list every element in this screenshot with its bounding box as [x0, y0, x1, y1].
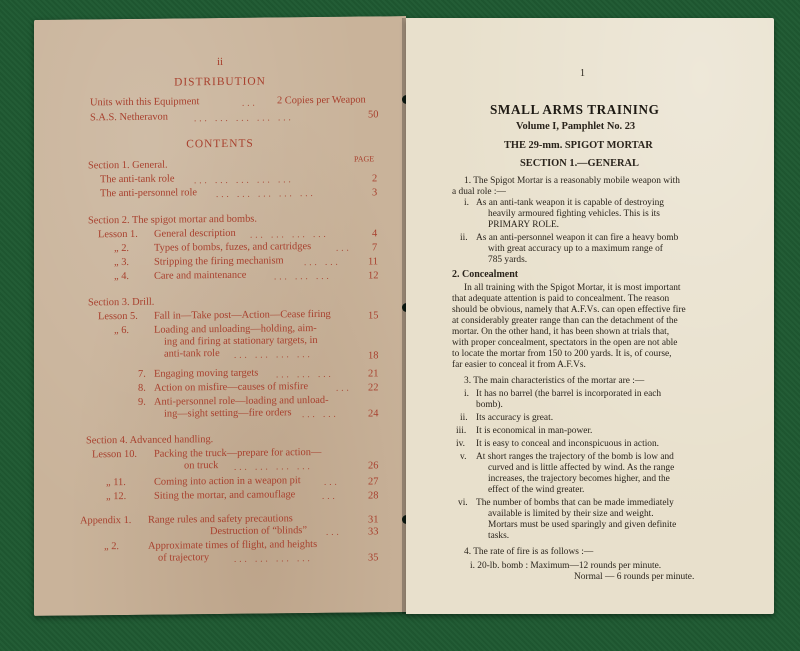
contents-entry: General description: [154, 227, 236, 240]
appendix-number: „ 2.: [104, 541, 120, 553]
lesson-number: Lesson 10.: [92, 448, 138, 461]
page-ref: 31: [368, 514, 379, 526]
leader-dots: ... ... ... ...: [250, 228, 329, 240]
contents-entry: The anti-tank role: [100, 173, 175, 186]
rate-of-fire-line: Normal — 6 rounds per minute.: [574, 572, 695, 582]
leader-dots: ... ...: [302, 408, 339, 420]
list-number: ii.: [460, 233, 468, 243]
para-2-line: mortar. On the other hand, it has been shown at trials that,: [452, 327, 670, 337]
lesson-number: „ 12.: [106, 490, 127, 503]
list-number: iii.: [456, 426, 467, 436]
lesson-number: 8.: [138, 382, 146, 394]
page-ref: 24: [368, 408, 379, 420]
contents-entry-line2: of trajectory: [158, 552, 210, 564]
para-2-line: far easier to conceal it from A.F.Vs.: [452, 360, 586, 370]
contents-entry: Engaging moving targets: [154, 367, 259, 380]
concealment-heading: 2. Concealment: [452, 269, 519, 280]
list-item-line: bomb).: [476, 400, 503, 410]
contents-entry: Care and maintenance: [154, 269, 247, 282]
list-item-line: increases, the trajectory becomes higher, and the: [488, 474, 670, 484]
para-2-line: with proper concealment, spectators in the open are not able: [452, 338, 678, 348]
section-title: Section 3. Drill.: [88, 296, 155, 309]
para-2-line: at considerably greater range than can the detachment of the: [452, 316, 678, 326]
lesson-number: „ 4.: [114, 270, 130, 283]
list-item-line: Its accuracy is great.: [476, 413, 554, 423]
contents-entry: Range rules and safety precautions: [148, 513, 293, 526]
contents-entry: Fall in—Take post—Action—Cease firing: [154, 308, 331, 322]
contents-entry: Stripping the firing mechanism: [154, 255, 284, 268]
page-ref: 33: [368, 526, 379, 538]
lesson-number: „ 6.: [114, 324, 130, 337]
page-ref: 27: [368, 476, 379, 488]
contents-entry: Loading and unloading—holding, aim-: [154, 322, 317, 336]
contents-entry: Action on misfire—causes of misfire: [154, 381, 309, 394]
distribution-label: S.A.S. Netheravon: [90, 111, 168, 124]
contents-entry: Siting the mortar, and camouflage: [154, 489, 296, 502]
list-item-line: As an anti-personnel weapon it can fire a heavy bomb: [476, 233, 679, 243]
page-ref: 28: [368, 490, 379, 502]
para-2-line: that adequate attention is paid to concealment. The reason: [452, 294, 670, 304]
lesson-number: „ 3.: [114, 256, 130, 269]
leader-dots: ... ...: [304, 256, 341, 268]
list-item-line: available is limited by their size and weight.: [488, 509, 654, 519]
para-3-intro: 3. The main characteristics of the mortar are :—: [464, 376, 645, 386]
page-ref: 26: [368, 460, 379, 472]
page-ref: 7: [372, 242, 378, 254]
page-ref: 22: [368, 382, 379, 394]
page-ref: 15: [368, 310, 379, 322]
contents-entry: Types of bombs, fuzes, and cartridges: [154, 241, 312, 254]
page-ref: 21: [368, 368, 379, 380]
contents-entry-line2: ing—sight setting—fire orders: [164, 407, 292, 420]
left-page: [34, 16, 406, 616]
contents-entry: Approximate times of flight, and heights: [148, 538, 318, 552]
document-title: SMALL ARMS TRAINING: [490, 102, 660, 117]
list-item-line: 785 yards.: [488, 255, 528, 265]
leader-dots: ...: [242, 97, 258, 108]
lesson-number: 7.: [138, 368, 146, 380]
list-item-line: It has no barrel (the barrel is incorporated in each: [476, 389, 662, 399]
para-1-line: a dual role :—: [452, 187, 506, 197]
list-item-line: tasks.: [488, 531, 510, 541]
page-ref: 3: [372, 187, 378, 199]
distribution-heading: DISTRIBUTION: [174, 75, 266, 89]
leader-dots: ... ... ...: [274, 270, 332, 282]
leader-dots: ... ... ... ...: [234, 349, 313, 360]
list-number: iv.: [456, 439, 466, 449]
distribution-value: 2 Copies per Weapon: [277, 94, 366, 107]
para-2-line: In all training with the Spigot Mortar, it is most important: [464, 283, 681, 293]
list-item-line: effect of the wind greater.: [488, 485, 585, 495]
list-number: i.: [464, 389, 469, 399]
leader-dots: ... ... ... ... ...: [194, 112, 294, 124]
list-number: vi.: [458, 498, 468, 508]
contents-entry-line2: ing and firing at stationary targets, in: [164, 334, 318, 348]
leader-dots: ... ... ... ... ...: [216, 187, 316, 200]
list-item-line: PRIMARY ROLE.: [488, 220, 560, 230]
list-item-line: curved and is little affected by wind. As the range: [488, 463, 675, 473]
leader-dots: ...: [324, 476, 340, 487]
contents-entry: Packing the truck—prepare for action—: [154, 446, 322, 460]
para-1-line: 1. The Spigot Mortar is a reasonably mobile weapon with: [464, 176, 680, 186]
lesson-number: „ 11.: [106, 476, 126, 489]
leader-dots: ...: [326, 526, 342, 537]
lesson-number: Lesson 1.: [98, 228, 138, 241]
leader-dots: ...: [336, 382, 352, 393]
contents-entry: Anti-personnel role—loading and unload-: [154, 394, 329, 408]
lesson-number: Lesson 5.: [98, 310, 138, 323]
list-item-line: It is easy to conceal and inconspicuous in action.: [476, 439, 660, 449]
lesson-number: 9.: [138, 396, 146, 408]
list-item-line: As an anti-tank weapon it is capable of destroying: [476, 198, 664, 208]
section-title: Section 1. General.: [88, 159, 168, 172]
list-number: i.: [464, 198, 469, 208]
rate-of-fire-line: i. 20-lb. bomb : Maximum—12 rounds per minute.: [470, 561, 662, 571]
left-page-number: ii: [216, 55, 224, 69]
contents-entry: Coming into action in a weapon pit: [154, 475, 301, 488]
page-ref: 12: [368, 270, 379, 282]
section-heading: SECTION 1.—GENERAL: [520, 158, 639, 169]
section-title: Section 4. Advanced handling.: [86, 434, 214, 447]
list-item-line: heavily armoured fighting vehicles. This is its: [488, 209, 660, 219]
page-ref: 18: [368, 350, 379, 362]
lesson-number: „ 2.: [114, 242, 130, 255]
page-column-label: PAGE: [354, 154, 375, 164]
booklet: [32, 18, 776, 614]
leader-dots: ... ... ... ...: [234, 461, 313, 472]
document-subtitle: Volume I, Pamphlet No. 23: [516, 121, 636, 132]
list-item-line: Mortars must be used sparingly and given definite: [488, 520, 677, 530]
distribution-value: 50: [368, 109, 379, 121]
right-page: [406, 18, 774, 614]
contents-entry-line2: on truck: [184, 460, 219, 472]
appendix-number: Appendix 1.: [80, 514, 132, 527]
distribution-label: Units with this Equipment: [90, 96, 200, 109]
leader-dots: ...: [336, 242, 352, 253]
section-title: Section 2. The spigot mortar and bombs.: [88, 213, 257, 227]
list-number: v.: [460, 452, 467, 462]
list-item-line: At short ranges the trajectory of the bomb is low and: [476, 452, 674, 462]
leader-dots: ...: [322, 490, 338, 501]
page-ref: 11: [368, 256, 379, 268]
para-2-line: to locate the mortar from 150 to 200 yards. It is, of course,: [452, 349, 672, 359]
list-item-line: It is economical in man-power.: [476, 426, 593, 436]
page-ref: 35: [368, 552, 379, 564]
contents-entry: The anti-personnel role: [100, 187, 197, 200]
list-number: ii.: [460, 413, 468, 423]
page-ref: 4: [372, 228, 378, 240]
weapon-heading: THE 29-mm. SPIGOT MORTAR: [504, 140, 653, 151]
para-2-line: should be obvious, namely that A.F.Vs. can open effective fire: [452, 305, 686, 315]
list-item-line: with great accuracy up to a maximum range of: [488, 244, 663, 254]
contents-heading: CONTENTS: [186, 137, 254, 151]
leader-dots: ... ... ...: [276, 368, 334, 380]
contents-entry: Destruction of “blinds”: [210, 525, 307, 538]
leader-dots: ... ... ... ... ...: [194, 174, 294, 186]
right-page-number: 1: [580, 68, 585, 79]
leader-dots: ... ... ... ...: [234, 553, 313, 564]
page-ref: 2: [372, 173, 378, 185]
contents-entry-line3: anti-tank role: [164, 348, 220, 360]
list-item-line: The number of bombs that can be made immediately: [476, 498, 674, 508]
para-4-intro: 4. The rate of fire is as follows :—: [464, 547, 594, 557]
